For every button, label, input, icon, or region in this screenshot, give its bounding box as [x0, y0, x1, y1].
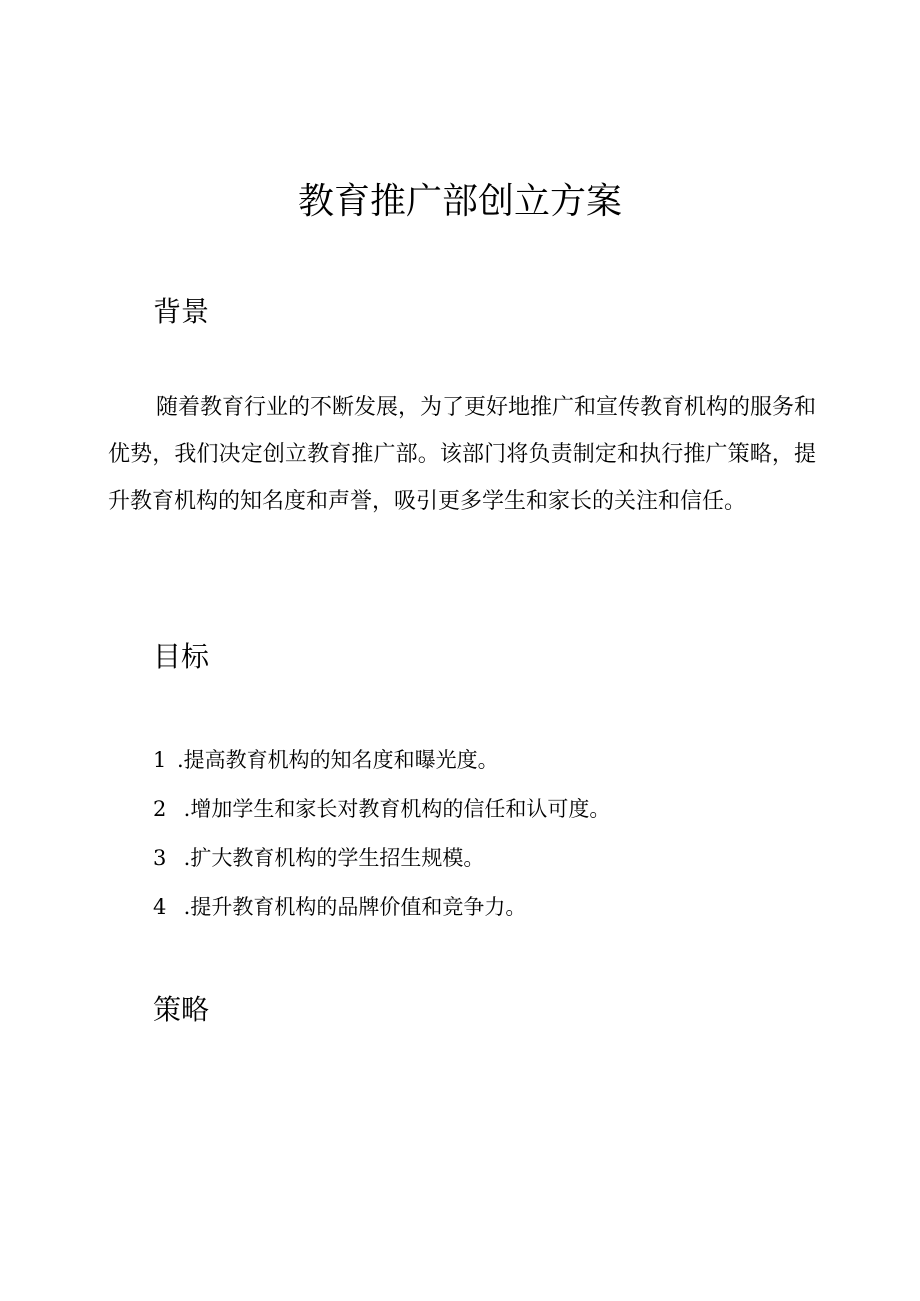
list-item-text: .提升教育机构的品牌价值和竞争力。: [177, 895, 527, 919]
list-item-text: .提高教育机构的知名度和曝光度。: [177, 748, 499, 772]
list-item-number: 3: [153, 846, 167, 870]
list-item-number: 1: [153, 748, 167, 772]
section-heading-goals: 目标: [153, 640, 210, 673]
list-item: [153, 834, 610, 883]
list-item-number: 2: [153, 797, 167, 821]
list-item: [153, 883, 610, 932]
document-title: 教育推广部创立方案: [297, 181, 622, 222]
list-item-text: .增加学生和家长对教育机构的信任和认可度。: [177, 797, 611, 821]
section-heading-strategy: 策略: [153, 993, 210, 1026]
list-item-number: 4: [153, 895, 167, 919]
list-item: [153, 785, 610, 834]
list-item: [153, 736, 610, 785]
goals-list: [153, 736, 610, 932]
list-item-text: .扩大教育机构的学生招生规模。: [177, 846, 485, 870]
background-paragraph: 随着教育行业的不断发展，为了更好地推广和宣传教育机构的服务和优势，我们决定创立教育推广部。该部门将负责制定和执行推广策略，提升教育机构的知名度和声誉，吸引更多学生和家长的关注和信任。: [108, 395, 817, 514]
section-heading-background: 背景: [153, 295, 210, 328]
